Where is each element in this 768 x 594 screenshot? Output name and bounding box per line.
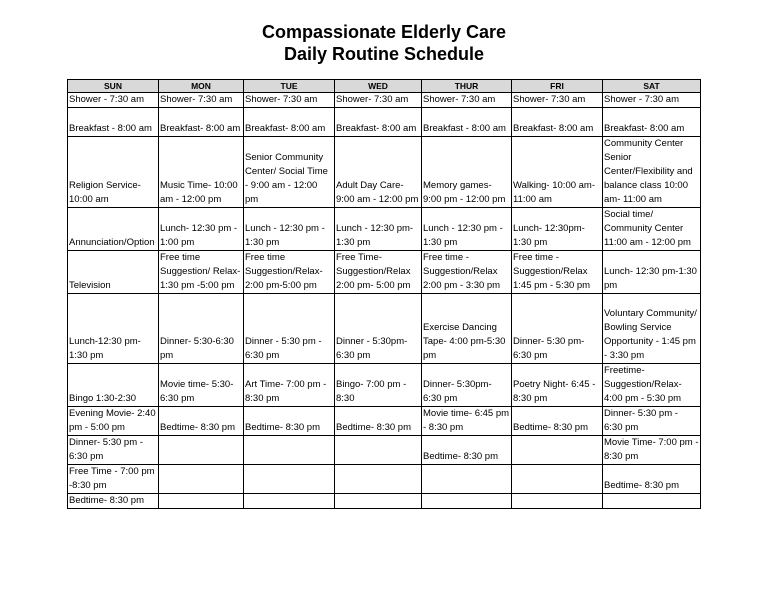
schedule-cell: Lunch- 12:30pm- 1:30 pm — [512, 208, 603, 251]
schedule-cell: Bedtime- 8:30 pm — [512, 407, 603, 436]
schedule-cell: Shower- 7:30 am — [512, 93, 603, 108]
table-row — [68, 294, 701, 364]
schedule-cell: Breakfast - 8:00 am — [422, 108, 512, 137]
schedule-cell — [512, 494, 603, 509]
page-subtitle: Daily Routine Schedule — [283, 44, 485, 64]
schedule-cell: Free time - Suggestion/Relax 1:45 pm - 5:30 pm — [512, 251, 603, 294]
schedule-cell: Lunch- 12:30 pm - 1:00 pm — [159, 208, 244, 251]
schedule-cell: Art Time- 7:00 pm - 8:30 pm — [244, 364, 335, 407]
schedule-cell: Dinner- 5:30 pm - 6:30 pm — [68, 436, 159, 465]
schedule-cell: Freetime- Suggestion/Relax- 4:00 pm - 5:30 pm — [603, 364, 701, 407]
table-row — [68, 436, 701, 465]
schedule-cell — [244, 494, 335, 509]
schedule-cell: Movie time- 5:30- 6:30 pm — [159, 364, 244, 407]
schedule-cell: Lunch- 12:30 pm-1:30 pm — [603, 251, 701, 294]
schedule-cell — [159, 494, 244, 509]
schedule-cell — [422, 465, 512, 494]
table-row — [68, 251, 701, 294]
schedule-cell: Bedtime- 8:30 pm — [603, 465, 701, 494]
day-header: TUE — [244, 80, 335, 93]
day-header: MON — [159, 80, 244, 93]
table-row — [68, 364, 701, 407]
schedule-cell: Breakfast- 8:00 am — [512, 108, 603, 137]
schedule-cell: Exercise Dancing Tape- 4:00 pm-5:30 pm — [422, 294, 512, 364]
schedule-cell: Breakfast- 8:00 am — [244, 108, 335, 137]
schedule-cell — [603, 494, 701, 509]
schedule-cell: Voluntary Community/ Bowling Service Opportunity - 1:45 pm - 3:30 pm — [603, 294, 701, 364]
table-row — [68, 137, 701, 208]
schedule-cell: Shower - 7:30 am — [603, 93, 701, 108]
schedule-cell: Breakfast- 8:00 am — [335, 108, 422, 137]
schedule-cell: Free time Suggestion/ Relax- 1:30 pm -5:00 pm — [159, 251, 244, 294]
schedule-cell: Bedtime- 8:30 pm — [244, 407, 335, 436]
day-header: SAT — [603, 80, 701, 93]
schedule-table — [67, 79, 701, 509]
schedule-cell: Shower- 7:30 am — [244, 93, 335, 108]
schedule-cell: Social time/ Community Center 11:00 am - 12:00 pm — [603, 208, 701, 251]
schedule-cell — [159, 436, 244, 465]
schedule-cell — [335, 465, 422, 494]
day-header: SUN — [68, 80, 159, 93]
schedule-cell: Lunch - 12:30 pm- 1:30 pm — [335, 208, 422, 251]
day-header: WED — [335, 80, 422, 93]
schedule-cell — [512, 436, 603, 465]
table-row — [68, 208, 701, 251]
schedule-cell: Breakfast- 8:00 am — [603, 108, 701, 137]
schedule-cell: Breakfast- 8:00 am — [159, 108, 244, 137]
schedule-cell: Free time Suggestion/Relax- 2:00 pm-5:00 pm — [244, 251, 335, 294]
table-row — [68, 494, 701, 509]
schedule-cell — [512, 465, 603, 494]
schedule-cell: Dinner- 5:30 pm- 6:30 pm — [512, 294, 603, 364]
schedule-cell: Religion Service- 10:00 am — [68, 137, 159, 208]
schedule-cell: Breakfast - 8:00 am — [68, 108, 159, 137]
schedule-cell: Movie Time- 7:00 pm - 8:30 pm — [603, 436, 701, 465]
day-header: FRI — [512, 80, 603, 93]
schedule-cell: Dinner- 5:30 pm - 6:30 pm — [603, 407, 701, 436]
schedule-cell: Free time - Suggestion/Relax 2:00 pm - 3:30 pm — [422, 251, 512, 294]
schedule-cell: Bingo- 7:00 pm - 8:30 — [335, 364, 422, 407]
schedule-cell — [244, 465, 335, 494]
schedule-cell — [335, 494, 422, 509]
schedule-cell: Movie time- 6:45 pm - 8:30 pm — [422, 407, 512, 436]
schedule-cell: Shower- 7:30 am — [335, 93, 422, 108]
table-row — [68, 93, 701, 108]
header-row — [68, 80, 701, 93]
schedule-cell: Bedtime- 8:30 pm — [68, 494, 159, 509]
schedule-cell: Lunch - 12:30 pm - 1:30 pm — [422, 208, 512, 251]
schedule-cell — [244, 436, 335, 465]
day-header: THUR — [422, 80, 512, 93]
schedule-cell: Evening Movie- 2:40 pm - 5:00 pm — [68, 407, 159, 436]
schedule-cell: Adult Day Care- 9:00 am - 12:00 pm — [335, 137, 422, 208]
schedule-cell: Dinner- 5:30pm- 6:30 pm — [422, 364, 512, 407]
schedule-cell: Shower - 7:30 am — [68, 93, 159, 108]
schedule-cell: Community Center Senior Center/Flexibility and balance class 10:00 am- 11:00 am — [603, 137, 701, 208]
schedule-cell: Free Time- Suggestion/Relax 2:00 pm- 5:00 pm — [335, 251, 422, 294]
schedule-cell — [422, 494, 512, 509]
schedule-cell: Bingo 1:30-2:30 — [68, 364, 159, 407]
schedule-cell: Free Time - 7:00 pm -8:30 pm — [68, 465, 159, 494]
table-row — [68, 465, 701, 494]
page-title: Compassionate Elderly Care — [261, 22, 507, 42]
schedule-cell: Poetry Night- 6:45 - 8:30 pm — [512, 364, 603, 407]
schedule-cell — [159, 465, 244, 494]
schedule-cell: Senior Community Center/ Social Time - 9:00 am - 12:00 pm — [244, 137, 335, 208]
schedule-cell — [335, 436, 422, 465]
schedule-cell: Dinner - 5:30 pm - 6:30 pm — [244, 294, 335, 364]
schedule-cell: Television — [68, 251, 159, 294]
schedule-cell: Bedtime- 8:30 pm — [335, 407, 422, 436]
schedule-cell: Annunciation/Option — [68, 208, 159, 251]
schedule-cell: Walking- 10:00 am- 11:00 am — [512, 137, 603, 208]
schedule-cell: Bedtime- 8:30 pm — [422, 436, 512, 465]
schedule-cell: Dinner- 5:30-6:30 pm — [159, 294, 244, 364]
schedule-cell: Shower- 7:30 am — [159, 93, 244, 108]
schedule-cell: Lunch - 12:30 pm - 1:30 pm — [244, 208, 335, 251]
schedule-cell: Memory games- 9:00 pm - 12:00 pm — [422, 137, 512, 208]
schedule-cell: Music Time- 10:00 am - 12:00 pm — [159, 137, 244, 208]
table-row — [68, 407, 701, 436]
table-row — [68, 108, 701, 137]
schedule-cell: Lunch-12:30 pm- 1:30 pm — [68, 294, 159, 364]
schedule-cell: Shower- 7:30 am — [422, 93, 512, 108]
schedule-cell: Bedtime- 8:30 pm — [159, 407, 244, 436]
schedule-cell: Dinner - 5:30pm- 6:30 pm — [335, 294, 422, 364]
